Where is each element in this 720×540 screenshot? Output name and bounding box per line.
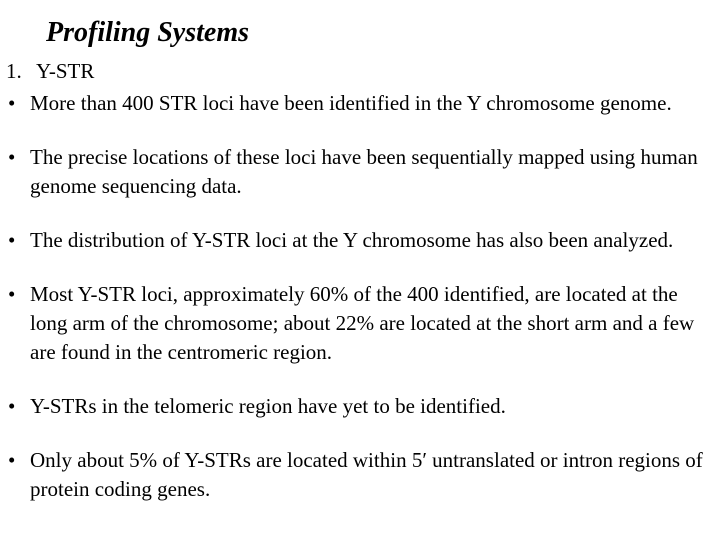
- bullet-item: [0, 143, 720, 201]
- bullet-text: Only about 5% of Y-STRs are located within 5′ untranslated or intron regions of protein coding genes.: [30, 448, 703, 501]
- bullet-text: The distribution of Y-STR loci at the Y chromosome has also been analyzed.: [30, 228, 674, 252]
- bullet-list: [0, 89, 720, 529]
- bullet-item: [0, 446, 720, 504]
- section-title: Y-STR: [36, 59, 95, 83]
- bullet-item: [0, 89, 720, 118]
- section-heading: [6, 58, 94, 84]
- bullet-icon: •: [8, 91, 16, 115]
- bullet-icon: •: [8, 228, 16, 252]
- bullet-item: [0, 226, 720, 255]
- bullet-text: Y-STRs in the telomeric region have yet to be identified.: [30, 394, 506, 418]
- bullet-icon: •: [8, 282, 16, 306]
- bullet-item: [0, 392, 720, 421]
- slide-title: Profiling Systems: [46, 17, 250, 48]
- section-number: 1.: [6, 59, 22, 83]
- bullet-icon: •: [8, 394, 16, 418]
- bullet-item: [0, 280, 720, 367]
- bullet-icon: •: [8, 448, 16, 472]
- bullet-text: More than 400 STR loci have been identified in the Y chromosome genome.: [30, 91, 672, 115]
- bullet-icon: •: [8, 145, 16, 169]
- bullet-text: Most Y-STR loci, approximately 60% of the 400 identified, are located at the long arm of the chromosome; about 22% are located at the short arm and a few are found in the centromeric region.: [30, 282, 695, 364]
- bullet-text: The precise locations of these loci have been sequentially mapped using human genome sequencing data.: [30, 145, 698, 198]
